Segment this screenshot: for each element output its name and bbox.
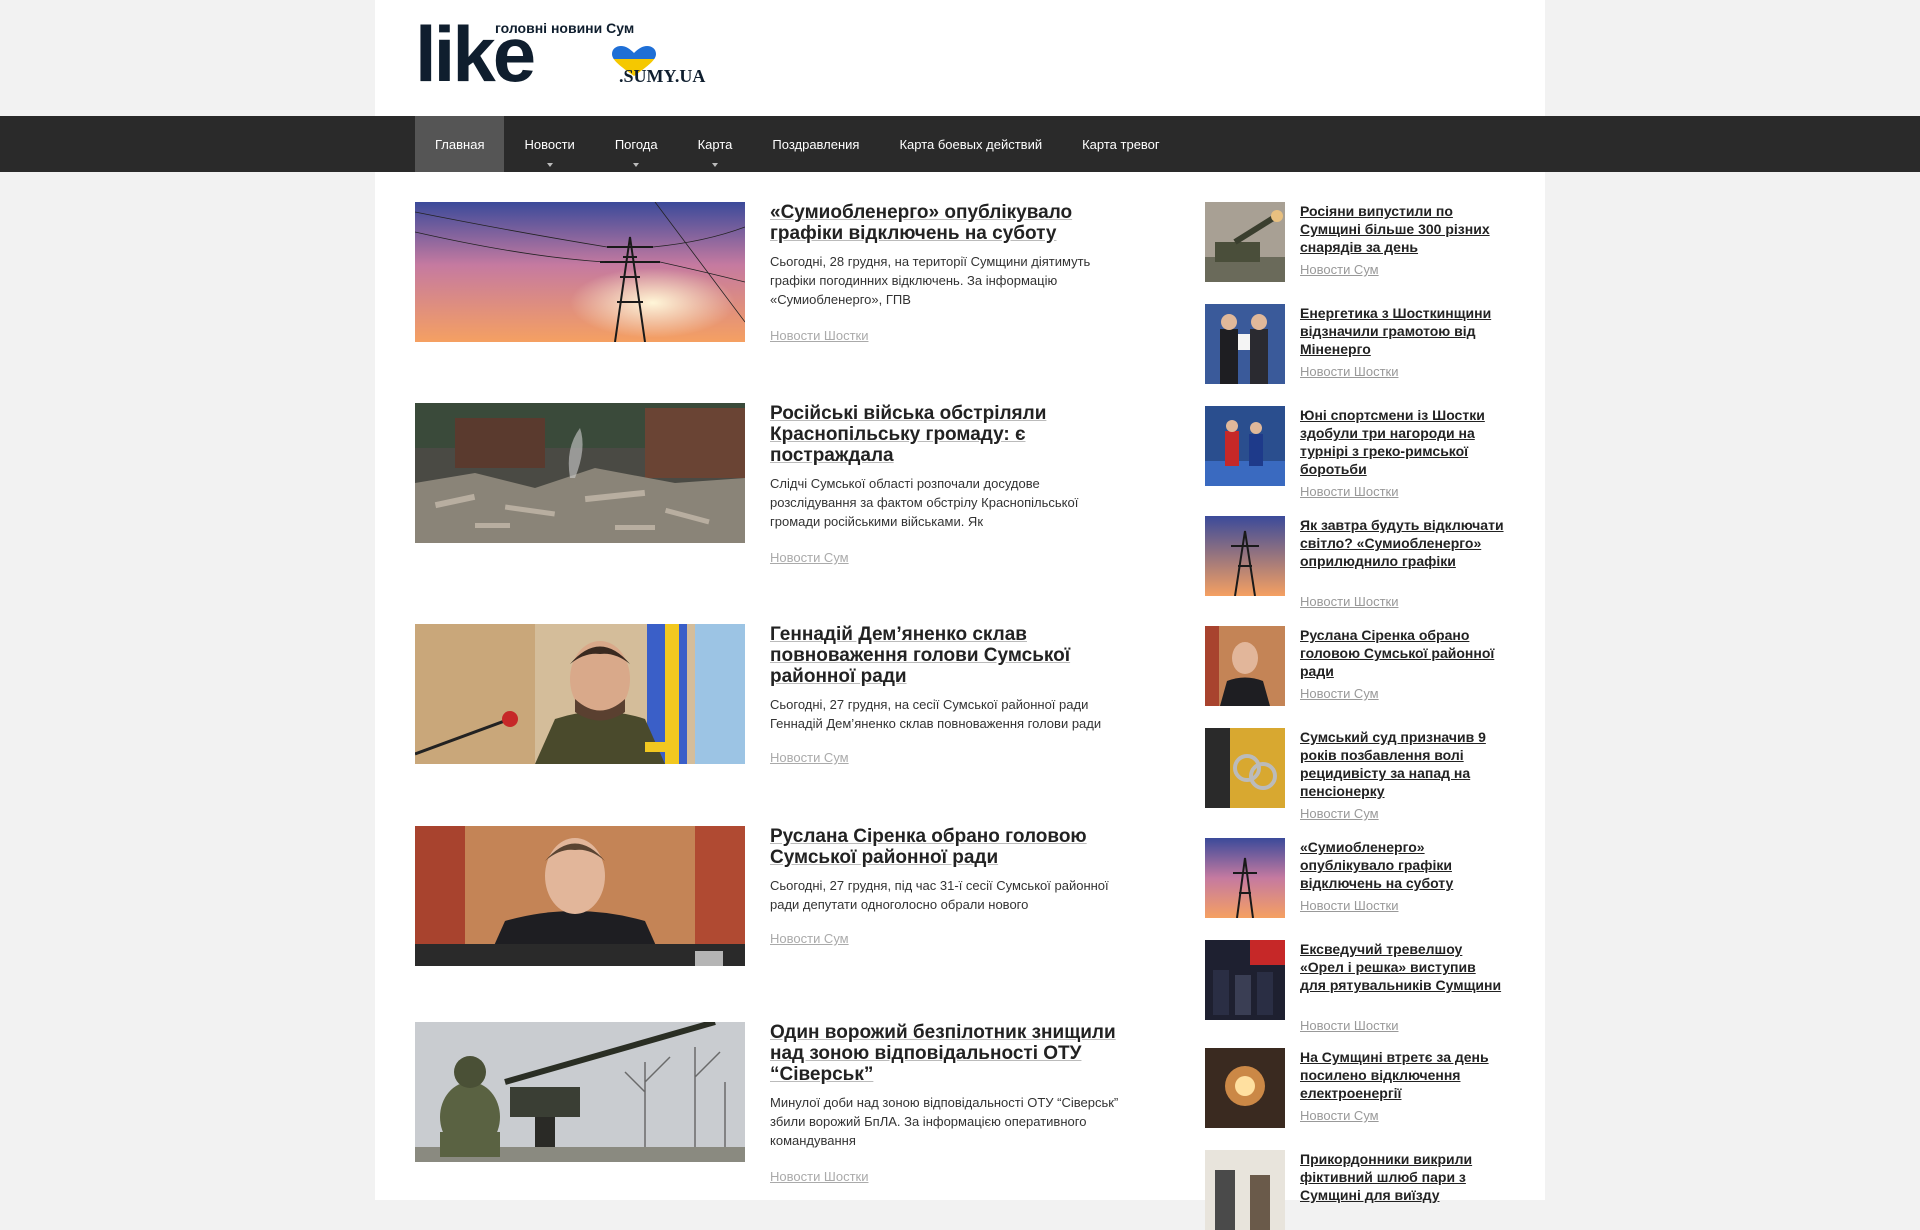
post-excerpt: Слідчі Сумської області розпочали досудове розслідування за фактом обстрілу Краснопільської громади російськими військами. Як [770, 476, 1079, 529]
post-excerpt: Сьогодні, 27 грудня, на сесії Сумської районної ради Геннадій Дем’яненко склав повноваження голови ради [770, 697, 1102, 731]
post-image[interactable] [415, 826, 745, 966]
sidebar-item-title[interactable]: «Сумиобленерго» опублікувало графіки відключень на суботу [1300, 839, 1454, 891]
news-post [415, 1022, 1119, 1192]
nav-item-battle-map[interactable] [879, 116, 1062, 172]
sidebar-item-title[interactable]: Ексведучий тревелшоу «Орел і решка» виступив для рятувальників Сумщини [1300, 941, 1502, 993]
nav-item-weather[interactable] [595, 116, 678, 172]
sidebar-item-category[interactable]: Новости Шостки [1300, 364, 1399, 379]
sidebar-thumb[interactable] [1205, 516, 1285, 596]
nav-label: Поздравления [772, 136, 860, 152]
post-title[interactable]: Руслана Сіренка обрано головою Сумської районної ради [770, 826, 1087, 868]
nav-item-home[interactable] [415, 116, 504, 172]
sidebar-item-category[interactable]: Новости Сум [1300, 262, 1379, 277]
nav-label: Карта тревог [1082, 136, 1160, 152]
sidebar-thumb[interactable] [1205, 1048, 1285, 1128]
sidebar-latest-news [1205, 202, 1515, 1202]
caret-down-icon [633, 163, 639, 167]
nav-label: Карта боевых действий [899, 136, 1043, 152]
sidebar-item-title[interactable]: Прикордонники викрили фіктивний шлюб пари з Сумщині для виїзду [1300, 1151, 1473, 1203]
post-title[interactable]: Геннадій Дем’яненко склав повноваження голови Сумської районної ради [770, 624, 1071, 687]
nav-label: Погода [614, 136, 658, 152]
main-content [375, 172, 1545, 1203]
sidebar-item-category[interactable]: Новости Шостки [1300, 1018, 1399, 1033]
sidebar-item-category[interactable]: Новости Сум [1300, 686, 1379, 701]
post-category[interactable]: Новости Сум [770, 931, 849, 946]
sidebar-item-title[interactable]: На Сумщині втретє за день посилено відключення електроенергії [1300, 1049, 1489, 1101]
post-category[interactable]: Новости Шостки [770, 328, 869, 343]
site-header [375, 0, 1545, 116]
sidebar-thumb[interactable] [1205, 1150, 1285, 1230]
post-category[interactable]: Новости Сум [770, 750, 849, 765]
sidebar-item-category[interactable]: Новости Шостки [1300, 898, 1399, 913]
sidebar-thumb[interactable] [1205, 626, 1285, 706]
sidebar-thumb[interactable] [1205, 304, 1285, 384]
nav-item-news[interactable] [504, 116, 594, 172]
sidebar-thumb[interactable] [1205, 838, 1285, 918]
sidebar-item-title[interactable]: Росіяни випустили по Сумщині більше 300 різних снарядів за день [1300, 203, 1490, 255]
main-nav [0, 116, 1920, 172]
news-post [415, 624, 1115, 774]
nav-item-alert-map[interactable] [1062, 116, 1180, 172]
nav-item-greetings[interactable] [752, 116, 879, 172]
sidebar-thumb[interactable] [1205, 406, 1285, 486]
news-post [415, 403, 1115, 573]
post-title[interactable]: Один ворожий безпілотник знищили над зоною відповідальності ОТУ “Сіверськ” [770, 1022, 1116, 1085]
post-category[interactable]: Новости Шостки [770, 1169, 869, 1184]
post-excerpt: Минулої доби над зоною відповідальності ОТУ “Сіверськ” збили ворожий БпЛА. За інформацією оперативного командування [770, 1095, 1119, 1148]
sidebar-item-category[interactable]: Новости Сум [1300, 1108, 1379, 1123]
post-title[interactable]: «Сумиобленерго» опублікувало графіки відключень на суботу [770, 202, 1073, 244]
sidebar-thumb[interactable] [1205, 940, 1285, 1020]
site-logo[interactable] [415, 10, 725, 98]
nav-label: Карта [697, 136, 733, 152]
caret-down-icon [547, 163, 553, 167]
post-image[interactable] [415, 624, 745, 764]
post-title[interactable]: Російські війська обстріляли Краснопільську громаду: є постраждала [770, 403, 1047, 466]
sidebar-thumb[interactable] [1205, 202, 1285, 282]
post-excerpt: Сьогодні, 28 грудня, на території Сумщини діятимуть графіки погодинних відключень. За інформацію «Сумиобленерго», ГПВ [770, 254, 1091, 307]
sidebar-item-category[interactable]: Новости Шостки [1300, 484, 1399, 499]
caret-down-icon [712, 163, 718, 167]
logo-word: like [415, 10, 534, 98]
nav-label: Главная [435, 136, 485, 152]
post-excerpt: Сьогодні, 27 грудня, під час 31-ї сесії Сумської районної ради депутати одноголосно обрали нового [770, 878, 1109, 912]
post-image[interactable] [415, 202, 745, 342]
sidebar-item-title[interactable]: Як завтра будуть відключати світло? «Сумиобленерго» оприлюднило графіки [1300, 517, 1504, 569]
post-category[interactable]: Новости Сум [770, 550, 849, 565]
sidebar-item-title[interactable]: Руслана Сіренка обрано головою Сумської районної ради [1300, 627, 1495, 679]
sidebar-item-title[interactable]: Сумський суд призначив 9 років позбавлення волі рецидивісту за напад на пенсіонерку [1300, 729, 1486, 799]
sidebar-item-title[interactable]: Енергетика з Шосткинщини відзначили грамотою від Міненерго [1300, 305, 1492, 357]
post-image[interactable] [415, 403, 745, 543]
news-post [415, 826, 1115, 976]
nav-label: Новости [524, 136, 575, 152]
nav-item-map[interactable] [678, 116, 753, 172]
logo-domain: .SUMY.UA [619, 66, 706, 86]
sidebar-item-category[interactable]: Новости Шостки [1300, 594, 1399, 609]
sidebar-item-title[interactable]: Юні спортсмени із Шостки здобули три нагороди на турнірі з греко-римської боротьби [1300, 407, 1485, 477]
news-post [415, 202, 1115, 362]
sidebar-thumb[interactable] [1205, 728, 1285, 808]
logo-tagline: головні новини Сум [495, 20, 635, 36]
post-image[interactable] [415, 1022, 745, 1162]
sidebar-item-category[interactable]: Новости Сум [1300, 806, 1379, 821]
